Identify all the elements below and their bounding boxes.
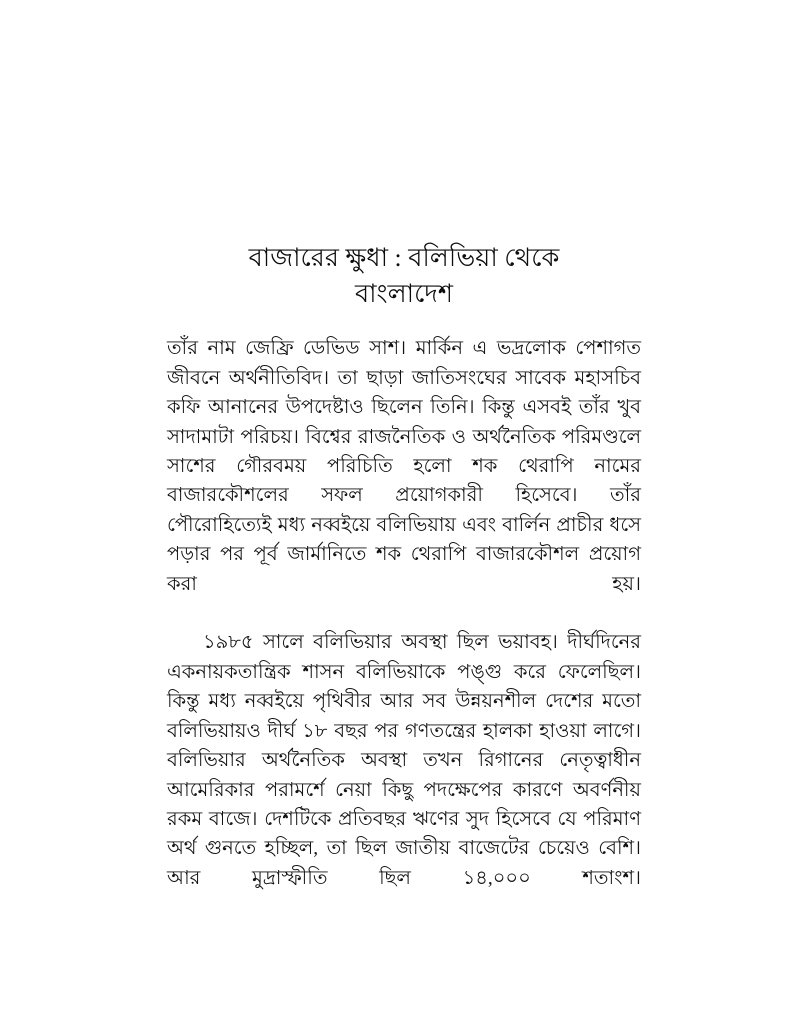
body-paragraph-1: তাঁর নাম জেফ্রি ডেভিড সাশ। মার্কিন এ ভদ্রলোক পেশাগত জীবনে অর্থনীতিবিদ। তা ছাড়া জাতিসংঘের সাবেক মহাসচিব কফি আনানের উপদেষ্টাও ছিলেন তিনি। কিন্তু এসবই তাঁর খুব সাদামাটা পরিচয়। বিশ্বের রাজনৈতিক ও অর্থনৈতিক পরিমণ্ডলে সাশের গৌরবময় পরিচিতি হলো শক থেরাপি নামের বাজারকৌশলের সফল প্রয়োগকারী হিসেবে। তাঁর পৌরোহিত্যেই মধ্য নব্বইয়ে বলিভিয়ায় এবং বার্লিন প্রাচীর ধসে পড়ার পর পূর্ব জার্মানিতে শক থেরাপি বাজারকৌশল প্রয়োগ করা হয়। — [167, 338, 641, 595]
page-title — [167, 240, 641, 312]
body-paragraph-2: ১৯৮৫ সালে বলিভিয়ার অবস্থা ছিল ভয়াবহ। দীর্ঘদিনের একনায়কতান্ত্রিক শাসন বলিভিয়াকে পঙ্গু করে ফেলেছিল। কিন্তু মধ্য নব্বইয়ে পৃথিবীর আর সব উন্নয়নশীল দেশের মতো বলিভিয়ায়ও দীর্ঘ ১৮ বছর পর গণতন্ত্রের হালকা হাওয়া লাগে। বলিভিয়ার অর্থনৈতিক অবস্থা তখন রিগানের নেতৃত্বাধীন আমেরিকার পরামর্শে নেয়া কিছু পদক্ষেপের কারণে অবর্ণনীয় রকম বাজে। দেশটিকে প্রতিবছর ঋণের সুদ হিসেবে যে পরিমাণ অর্থ গুনতে হচ্ছিল, তা ছিল জাতীয় বাজেটের চেয়েও বেশি। আর মুদ্রাস্ফীতি ছিল ১৪,০০০ শতাংশ। — [167, 632, 641, 889]
text-column — [167, 240, 641, 923]
page-title-line-1: বাজারের ক্ষুধা : বলিভিয়া থেকে — [248, 243, 560, 272]
page-title-line-2: বাংলাদেশ — [354, 279, 454, 309]
